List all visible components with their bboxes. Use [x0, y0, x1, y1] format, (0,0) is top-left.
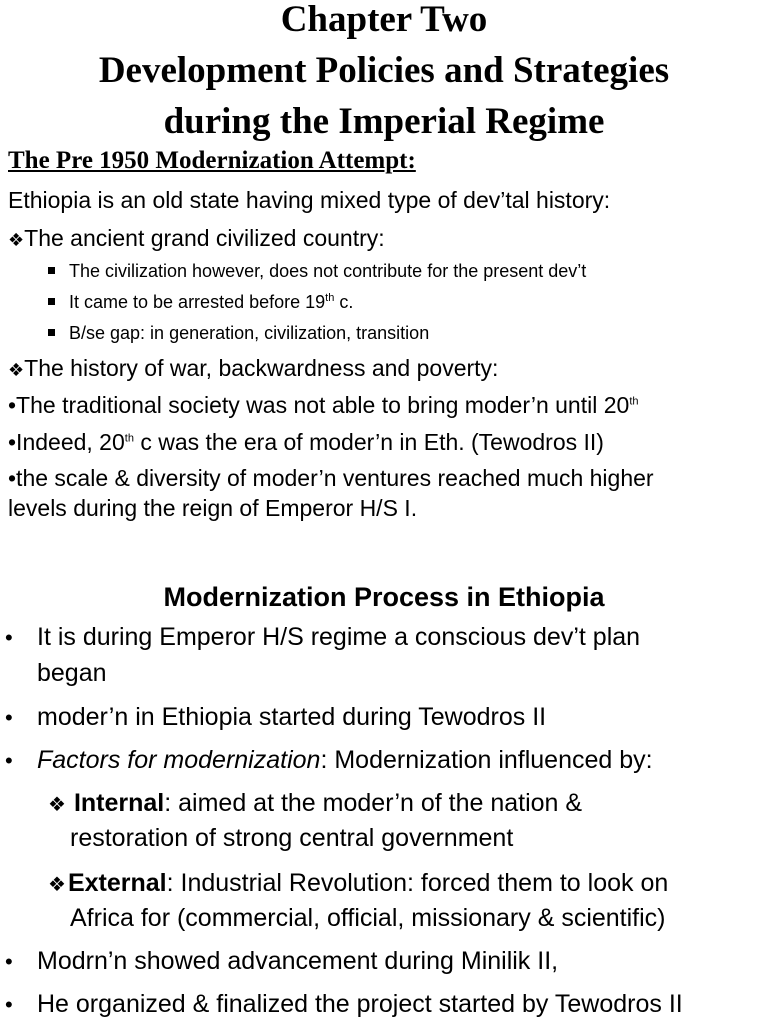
bullet-minilik [5, 944, 559, 979]
external-label: External [67, 869, 167, 897]
square-bullet-icon [48, 298, 55, 305]
sub-item-2-text: It came to be arrested before 19 [69, 292, 326, 312]
diamond-bullet-icon: ❖ [48, 792, 66, 816]
external-text: : Industrial Revolution: forced them to look on [166, 869, 669, 897]
sub-item-3-text: B/se gap: in generation, civilization, transition [69, 323, 430, 343]
bullet-era-of-modern [8, 428, 604, 456]
diamond-bullet-icon: ❖ [8, 230, 25, 251]
title-line-2: Development Policies and Strategies [98, 50, 670, 91]
sub-item-3 [48, 322, 429, 344]
bullet-scale-line-2: levels during the reign of Emperor H/S I. [8, 495, 418, 521]
bullet-organized-text: He organized & finalized the project started by Tewodros II [37, 990, 683, 1018]
bullet-organized [5, 987, 683, 1022]
factors-italic-label: Factors for modernization [37, 746, 321, 774]
bullet-conscious-plan-cont: began [37, 659, 107, 687]
intro-line: Ethiopia is an old state having mixed type of dev’tal history: [8, 187, 611, 213]
bullet-era-tail: c was the era of moder’n in Eth. (Tewodros II) [133, 429, 604, 455]
sub-item-2 [48, 291, 353, 313]
bullet-traditional-text: •The traditional society was not able to bring moder’n until 20 [8, 392, 630, 418]
point-war [8, 354, 498, 385]
sub-item-2-sup: th [325, 292, 335, 304]
diamond-bullet-icon: ❖ [8, 360, 25, 381]
chapter-title [0, 0, 768, 147]
bullet-tewodros [5, 700, 547, 735]
internal-text-cont: restoration of strong central government [70, 824, 514, 852]
sub-bullet-external [48, 866, 668, 902]
title-line-3: during the Imperial Regime [163, 101, 605, 142]
bullet-scale-line-1: •the scale & diversity of moder’n ventures reached much higher [8, 465, 654, 491]
bullet-dot-icon: • [5, 748, 13, 773]
internal-text: : aimed at the moder’n of the nation & [164, 789, 583, 817]
diamond-bullet-icon: ❖ [48, 872, 66, 896]
sub-item-1 [48, 260, 586, 282]
section-heading-modernization-process: Modernization Process in Ethiopia [163, 582, 605, 612]
square-bullet-icon [48, 267, 55, 274]
bullet-traditional-society [8, 391, 639, 419]
bullet-dot-icon: • [5, 625, 13, 650]
bullet-tewodros-text: moder’n in Ethiopia started during Tewodros II [37, 703, 547, 731]
point-ancient-text: The ancient grand civilized country: [24, 225, 385, 251]
bullet-dot-icon: • [5, 705, 13, 730]
bullet-conscious-plan [5, 620, 641, 655]
title-line-1: Chapter Two [280, 0, 488, 40]
point-ancient [8, 224, 385, 255]
bullet-era-sup: th [124, 432, 134, 445]
internal-label: Internal [73, 789, 165, 817]
bullet-minilik-text: Modrn’n showed advancement during Minilik II, [37, 947, 559, 975]
section-heading-pre-1950: The Pre 1950 Modernization Attempt: [8, 147, 416, 174]
external-text-cont: Africa for (commercial, official, missionary & scientific) [70, 904, 666, 932]
bullet-era-text: •Indeed, 20 [8, 429, 125, 455]
sub-bullet-internal [48, 786, 582, 822]
point-war-text: The history of war, backwardness and poverty: [24, 355, 499, 381]
factors-text: : Modernization influenced by: [320, 746, 653, 774]
square-bullet-icon [48, 329, 55, 336]
sub-item-1-text: The civilization however, does not contribute for the present dev’t [69, 261, 587, 281]
bullet-traditional-sup: th [629, 395, 639, 408]
bullet-dot-icon: • [5, 949, 13, 974]
bullet-conscious-plan-text: It is during Emperor H/S regime a conscious dev’t plan [37, 623, 641, 651]
bullet-factors [5, 743, 653, 778]
sub-item-2-tail: c. [334, 292, 354, 312]
bullet-dot-icon: • [5, 992, 13, 1017]
